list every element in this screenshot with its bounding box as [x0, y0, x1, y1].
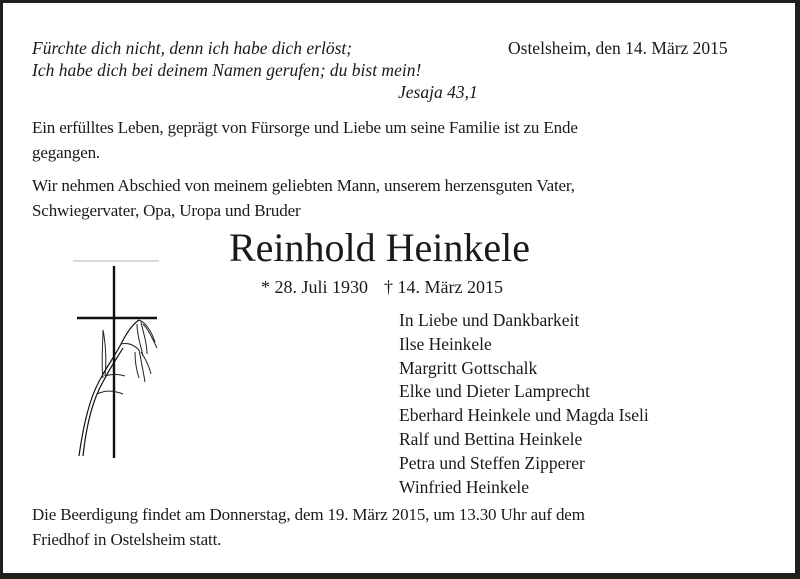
text-line: gegangen. — [32, 143, 101, 162]
verse-line: Ich habe dich bei deinem Namen gerufen; du bist mein! — [32, 60, 422, 80]
place-date: Ostelsheim, den 14. März 2015 — [508, 38, 728, 58]
life-dates — [261, 275, 503, 299]
obituary-notice — [3, 3, 795, 573]
mourner: Ralf und Bettina Heinkele — [399, 428, 583, 449]
verse-reference: Jesaja 43,1 — [398, 82, 478, 102]
intro-paragraph-1 — [32, 115, 578, 165]
birth-date: * 28. Juli 1930 — [261, 277, 369, 297]
mourner: Ilse Heinkele — [399, 333, 492, 354]
mourner: Margritt Gottschalk — [399, 357, 538, 378]
deceased-name: Reinhold Heinkele — [229, 225, 531, 270]
mourner: Winfried Heinkele — [399, 476, 530, 497]
cross-with-wheat-icon — [71, 258, 167, 458]
text-line: Schwiegervater, Opa, Uropa und Bruder — [32, 201, 301, 220]
mourner: Elke und Dieter Lamprecht — [399, 381, 590, 402]
bible-verse — [32, 37, 421, 81]
mourner: Eberhard Heinkele und Magda Iseli — [399, 405, 649, 426]
funeral-info — [32, 502, 585, 552]
verse-line: Fürchte dich nicht, denn ich habe dich erlöst; — [32, 38, 353, 58]
intro-paragraph-2 — [32, 173, 575, 223]
mourner: Petra und Steffen Zipperer — [399, 452, 585, 473]
mourners-list — [399, 309, 649, 499]
death-date: † 14. März 2015 — [384, 277, 503, 297]
text-line: Friedhof in Ostelsheim statt. — [32, 530, 222, 549]
text-line: Wir nehmen Abschied von meinem geliebten Mann, unserem herzensguten Vater, — [32, 176, 575, 195]
text-line: Ein erfülltes Leben, geprägt von Fürsorge und Liebe um seine Familie ist zu Ende — [32, 118, 578, 137]
text-line: Die Beerdigung findet am Donnerstag, dem 19. März 2015, um 13.30 Uhr auf dem — [32, 505, 585, 524]
mourners-heading: In Liebe und Dankbarkeit — [399, 310, 580, 330]
